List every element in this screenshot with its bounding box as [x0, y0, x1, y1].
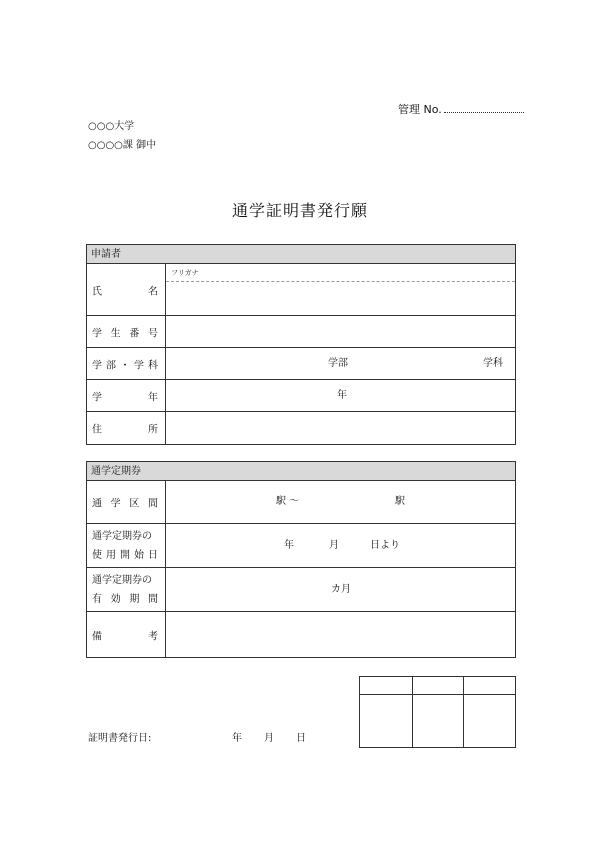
- validity-row: [87, 568, 515, 612]
- year-row: [87, 380, 515, 412]
- remarks-label-cell: [87, 612, 166, 657]
- stamp-column-divider: [412, 677, 413, 747]
- student-number-row: [87, 316, 515, 348]
- document-title: 通学証明書発行願: [231, 201, 368, 220]
- faculty-dept-label: 学 部 ・ 学 科: [92, 360, 158, 371]
- year-field[interactable]: [166, 380, 515, 411]
- name-field[interactable]: [166, 264, 515, 315]
- validity-unit: カ月: [331, 584, 351, 595]
- issue-year: 年: [232, 733, 242, 744]
- start-date-label-cell: [87, 524, 166, 567]
- address-label-cell: [87, 412, 166, 444]
- remarks-field[interactable]: [166, 612, 515, 657]
- student-number-label: 学 生 番 号: [92, 328, 158, 339]
- start-day: 日より: [370, 540, 400, 551]
- route-label: 通 学 区 間: [92, 498, 158, 510]
- faculty-dept-field[interactable]: [166, 348, 515, 379]
- furigana-label: フリガナ: [171, 269, 199, 277]
- route-field[interactable]: [166, 481, 515, 523]
- management-number-label: 管理 No.: [398, 103, 442, 116]
- stamp-header-divider: [360, 694, 515, 695]
- applicant-section: [86, 244, 516, 445]
- issue-month: 月: [264, 733, 274, 744]
- faculty-dept-row: [87, 348, 515, 380]
- start-year: 年: [284, 540, 294, 551]
- validity-label-line1: 通学定期券の: [92, 574, 152, 586]
- year-label-cell: [87, 380, 166, 411]
- start-date-label: [92, 527, 158, 565]
- recipient-university: ○○○大学: [88, 121, 135, 132]
- start-date-label-line2: 使 用 開 始 日: [92, 549, 158, 561]
- address-label: 住 所: [92, 424, 158, 436]
- validity-label: [92, 571, 158, 609]
- name-row: [87, 264, 515, 316]
- route-row: [87, 481, 515, 524]
- issue-day: 日: [296, 733, 306, 744]
- stamp-column-divider: [463, 677, 464, 747]
- approval-stamp-box: [359, 676, 516, 748]
- validity-label-line2: 有 効 期 間: [92, 593, 158, 605]
- address-row: [87, 412, 515, 444]
- route-label-cell: [87, 481, 166, 523]
- start-month: 月: [329, 540, 339, 551]
- name-label-cell: [87, 264, 166, 315]
- address-field[interactable]: [166, 412, 515, 444]
- name-label: 氏 名: [92, 286, 158, 297]
- applicant-section-title: 申請者: [87, 245, 515, 264]
- faculty-dept-label-cell: [87, 348, 166, 379]
- furigana-field[interactable]: [166, 264, 515, 282]
- management-number: [398, 101, 524, 117]
- validity-label-cell: [87, 568, 166, 611]
- management-number-field[interactable]: [444, 103, 524, 113]
- remarks-label: 備 考: [92, 631, 158, 642]
- department-suffix: 学科: [483, 358, 503, 369]
- commuter-pass-section-title: 通学定期券: [87, 462, 515, 481]
- commuter-pass-section: [86, 461, 516, 658]
- route-to-suffix: 駅: [395, 496, 405, 507]
- student-number-label-cell: [87, 316, 166, 347]
- validity-field[interactable]: [166, 568, 515, 611]
- recipient-department: ○○○○課 御中: [88, 140, 157, 151]
- faculty-suffix: 学部: [328, 358, 348, 369]
- start-date-row: [87, 524, 515, 568]
- year-suffix: 年: [337, 390, 347, 401]
- year-label: 学 年: [92, 392, 158, 403]
- start-date-label-line1: 通学定期券の: [92, 530, 152, 542]
- remarks-row: [87, 612, 515, 657]
- issue-date-label: 証明書発行日:: [88, 733, 152, 744]
- student-number-field[interactable]: [166, 316, 515, 347]
- start-date-field[interactable]: [166, 524, 515, 567]
- route-from-suffix: 駅 ～: [276, 496, 300, 507]
